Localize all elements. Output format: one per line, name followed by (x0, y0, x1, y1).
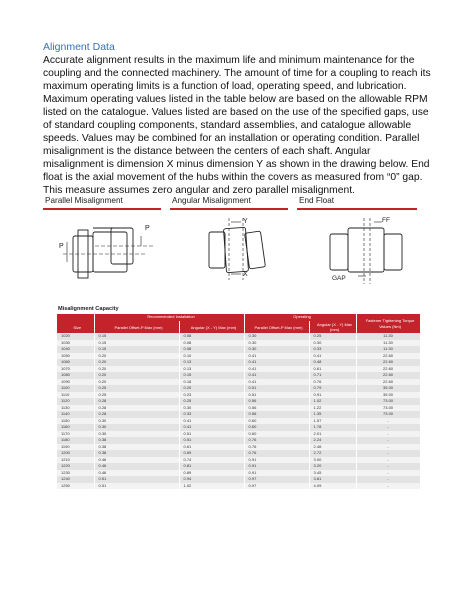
table-cell: 0.69 (179, 450, 244, 457)
table-cell: 0.41 (244, 353, 309, 360)
table-cell: 0.20 (94, 353, 179, 360)
table-cell: 0.20 (94, 366, 179, 373)
parallel-p-left-label: P (59, 243, 64, 250)
op-parallel-header: Parallel Offset-P Max (mm) (244, 321, 309, 333)
table-cell: 1060 (57, 359, 94, 366)
table-cell: 0.15 (94, 340, 179, 347)
table-cell: 0.15 (179, 372, 244, 379)
parallel-title-rule (43, 208, 161, 210)
table-cell: 1250 (57, 483, 94, 490)
table-cell: 1.78 (309, 424, 356, 431)
table-cell: 0.33 (179, 411, 244, 418)
table-cell: - (356, 463, 420, 470)
table-cell: - (356, 444, 420, 451)
table-cell: 1220 (57, 463, 94, 470)
table-cell: 0.28 (94, 411, 179, 418)
table-cell: 0.23 (179, 392, 244, 399)
table-cell: 0.41 (244, 379, 309, 386)
table-cell: - (356, 457, 420, 464)
endfloat-ff-label: FF (382, 217, 390, 224)
table-cell: 0.41 (244, 372, 309, 379)
table-cell: 1040 (57, 346, 94, 353)
table-cell: 2.24 (309, 437, 356, 444)
table-cell: 3.20 (309, 463, 356, 470)
fastener-torque-header: Fastener Tightening Torque Values (Nm) (356, 314, 420, 333)
table-cell: 0.30 (244, 346, 309, 353)
table-cell: 35.00 (356, 385, 420, 392)
end-float-diagram (320, 214, 420, 289)
alignment-paragraph: Accurate alignment results in the maximum life and minimum maintenance for the coupling and the connected machinery. The amount of time for a coupling to reach its maximum operating limits is a function of load, operating speed, and lubrication. Maximum operating values listed in the table below are based on the allowable RPM listed on the catalogue. Values listed are based on the use of the specified gaps, use of standard coupling components, standard assemblies, and catalogue allowable speeds. Values may be combined for an installation or operating condition. Parallel misalignment is the distance between the centers of each shaft. Angular misalignment is dimension X minus dimension Y as shown in the drawing below. End float is the axial movement of the hubs within the covers as measured from “0” gap. This measure assumes zero angular and zero parallel misalignment. (43, 55, 431, 196)
operating-header: Operating (244, 314, 356, 321)
table-cell: 0.97 (244, 476, 309, 483)
table-cell: 1210 (57, 457, 94, 464)
table-cell: 0.51 (244, 385, 309, 392)
table-cell: 0.41 (244, 366, 309, 373)
table-cell: 0.51 (244, 392, 309, 399)
table-cell: 1030 (57, 340, 94, 347)
angular-misalignment-diagram (195, 214, 285, 284)
table-cell: 22.60 (356, 353, 420, 360)
table-cell: 1230 (57, 470, 94, 477)
table-cell: 0.08 (179, 346, 244, 353)
table-cell: 0.38 (94, 444, 179, 451)
table-cell: 0.51 (94, 476, 179, 483)
table-cell: 1070 (57, 366, 94, 373)
table-cell: 0.46 (94, 470, 179, 477)
table-cell: 1240 (57, 476, 94, 483)
table-cell: 1140 (57, 411, 94, 418)
table-cell: 0.56 (244, 398, 309, 405)
table-cell: - (356, 450, 420, 457)
size-header: Size (57, 321, 94, 333)
angular-title-rule (170, 208, 288, 210)
table-cell: 2.46 (309, 444, 356, 451)
table-cell: 0.25 (309, 333, 356, 340)
table-cell: 3.45 (309, 470, 356, 477)
table-cell: 0.20 (179, 385, 244, 392)
endfloat-gap-label: GAP (332, 275, 346, 282)
table-cell: - (356, 483, 420, 490)
table-cell: 11.30 (356, 333, 420, 340)
table-title: Misalignment Capacity (58, 306, 119, 312)
table-cell: 0.94 (179, 476, 244, 483)
angular-y-label: Y (243, 218, 248, 225)
table-cell: 0.20 (94, 379, 179, 386)
table-cell: 0.08 (179, 333, 244, 340)
table-cell: 1130 (57, 405, 94, 412)
rec-angular-header: Angular (X - Y) Max (mm) (179, 321, 244, 333)
table-cell: 0.81 (179, 463, 244, 470)
table-cell: 0.41 (179, 424, 244, 431)
table-cell: - (356, 476, 420, 483)
table-cell: 0.91 (244, 470, 309, 477)
table-cell: 0.25 (94, 385, 179, 392)
table-cell: 1160 (57, 424, 94, 431)
table-cell: 1200 (57, 450, 94, 457)
table-cell: 0.25 (179, 398, 244, 405)
table-cell: 1180 (57, 437, 94, 444)
op-angular-header: Angular (X - Y) Max (mm) (309, 321, 356, 333)
table-cell: 0.74 (179, 457, 244, 464)
table-cell: 2.01 (309, 431, 356, 438)
table-cell: 0.30 (94, 424, 179, 431)
table-cell: - (356, 470, 420, 477)
table-cell: 0.60 (244, 424, 309, 431)
table-cell: 0.13 (179, 366, 244, 373)
table-cell: - (356, 418, 420, 425)
table-cell: 0.10 (179, 353, 244, 360)
table-cell: - (356, 424, 420, 431)
table-cell: 0.89 (179, 470, 244, 477)
table-cell: 0.46 (94, 463, 179, 470)
angular-misalignment-title: Angular Misalignment (172, 196, 251, 205)
table-cell: 0.51 (179, 437, 244, 444)
table-cell: 0.51 (179, 431, 244, 438)
table-cell: 0.76 (244, 444, 309, 451)
table-cell: 0.48 (309, 359, 356, 366)
table-cell: 0.60 (244, 431, 309, 438)
table-cell: 0.30 (244, 340, 309, 347)
table-cell: - (356, 437, 420, 444)
table-cell: 0.20 (94, 359, 179, 366)
table-cell: 0.28 (94, 398, 179, 405)
table-cell: 0.30 (244, 333, 309, 340)
table-cell: 0.28 (94, 405, 179, 412)
table-cell: 0.30 (94, 431, 179, 438)
table-cell: 0.61 (179, 444, 244, 451)
table-cell: 0.41 (309, 353, 356, 360)
table-cell: 0.56 (244, 405, 309, 412)
table-cell: 1.35 (309, 411, 356, 418)
table-cell: 1050 (57, 353, 94, 360)
table-cell: 0.30 (179, 405, 244, 412)
table-cell: 1.02 (309, 398, 356, 405)
table-cell: 11.30 (356, 346, 420, 353)
table-cell: 0.61 (309, 366, 356, 373)
table-cell: 0.76 (309, 379, 356, 386)
table-cell: 1110 (57, 392, 94, 399)
size-header-blank (57, 314, 94, 321)
table-cell: 1150 (57, 418, 94, 425)
table-cell: 0.08 (179, 340, 244, 347)
end-float-title: End Float (299, 196, 335, 205)
table-cell: 0.46 (94, 457, 179, 464)
table-cell: 1.02 (179, 483, 244, 490)
table-cell: 22.60 (356, 372, 420, 379)
table-cell: 0.38 (94, 437, 179, 444)
table-cell: 0.60 (244, 418, 309, 425)
table-cell: 0.33 (309, 346, 356, 353)
table-cell: 0.13 (179, 359, 244, 366)
parallel-misalignment-diagram (55, 214, 165, 284)
misalignment-capacity-table (57, 314, 421, 489)
table-cell: 22.60 (356, 359, 420, 366)
table-cell: 0.18 (179, 379, 244, 386)
table-cell: 0.15 (94, 333, 179, 340)
table-cell: 0.20 (94, 372, 179, 379)
parallel-misalignment-title: Parallel Misalignment (45, 196, 123, 205)
table-cell: 0.30 (309, 340, 356, 347)
recommended-installation-header: Recommended Installation (94, 314, 244, 321)
table-cell: 0.41 (244, 359, 309, 366)
angular-x-label: X (243, 271, 248, 278)
table-cell: 0.91 (244, 463, 309, 470)
table-row (57, 483, 420, 490)
table-cell: 0.30 (94, 418, 179, 425)
table-cell: 1120 (57, 398, 94, 405)
table-cell: 1020 (57, 333, 94, 340)
table-cell: 3.00 (309, 457, 356, 464)
table-cell: 1100 (57, 385, 94, 392)
table-body (57, 333, 420, 489)
table-cell: 0.97 (244, 483, 309, 490)
table-cell: 1090 (57, 379, 94, 386)
table-cell: 0.56 (244, 411, 309, 418)
table-cell: 4.09 (309, 483, 356, 490)
table-cell: 1.22 (309, 405, 356, 412)
parallel-p-top-label: P (145, 225, 150, 232)
endfloat-title-rule (297, 208, 417, 210)
table-cell: 0.91 (309, 392, 356, 399)
table-cell: 0.79 (309, 385, 356, 392)
table-cell: 0.41 (179, 418, 244, 425)
rec-parallel-header: Parallel Offset-P Max (mm) (94, 321, 179, 333)
table-cell: 0.91 (244, 457, 309, 464)
table-cell: 22.60 (356, 366, 420, 373)
table-cell: 0.76 (244, 437, 309, 444)
table-cell: 73.00 (356, 405, 420, 412)
table-cell: 1.57 (309, 418, 356, 425)
table-cell: 3.81 (309, 476, 356, 483)
table-cell: 73.00 (356, 411, 420, 418)
table-cell: 0.51 (94, 483, 179, 490)
table-cell: - (356, 431, 420, 438)
table-cell: 0.15 (94, 346, 179, 353)
table-cell: 73.00 (356, 398, 420, 405)
table-cell: 0.38 (94, 450, 179, 457)
table-cell: 22.60 (356, 379, 420, 386)
table-cell: 2.72 (309, 450, 356, 457)
table-cell: 11.30 (356, 340, 420, 347)
table-cell: 0.25 (94, 392, 179, 399)
table-cell: 0.71 (309, 372, 356, 379)
table-cell: 1170 (57, 431, 94, 438)
table-cell: 1190 (57, 444, 94, 451)
table-cell: 0.76 (244, 450, 309, 457)
section-heading: Alignment Data (43, 41, 115, 53)
table-cell: 1080 (57, 372, 94, 379)
table-cell: 35.00 (356, 392, 420, 399)
